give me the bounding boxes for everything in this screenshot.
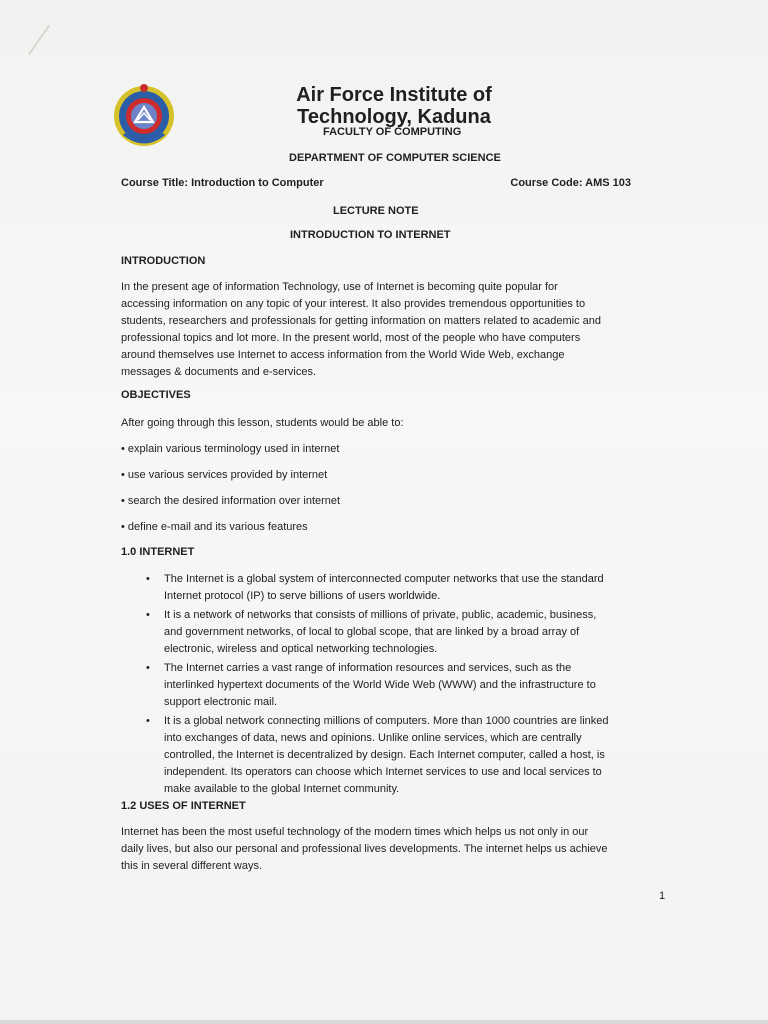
course-row xyxy=(121,177,631,189)
uses-paragraph: Internet has been the most useful technology of the modern times which helps us not only in our daily lives, but also our personal and professional lives developments. The internet helps us achieve this in several different ways. xyxy=(121,826,608,872)
internet-bullet-item xyxy=(146,713,666,798)
lecture-note-heading: LECTURE NOTE xyxy=(333,205,419,217)
page-number: 1 xyxy=(659,890,666,902)
internet-bullet-item xyxy=(146,571,666,605)
internet-bullet-text: The Internet is a global system of interconnected computer networks that use the standard Internet protocol (IP) to serve billions of users worldwide. xyxy=(164,573,604,602)
objective-item: • explain various terminology used in internet xyxy=(121,443,340,455)
course-code: Course Code: AMS 103 xyxy=(510,177,631,189)
faculty-name: FACULTY OF COMPUTING xyxy=(323,126,462,138)
bullet-icon: • xyxy=(146,573,150,585)
paper-edge-mark xyxy=(28,25,50,56)
institute-logo xyxy=(110,82,178,150)
internet-bullet-text: The Internet carries a vast range of information resources and services, such as the interlinked hypertext documents of the World Wide Web (WWW) and the infrastructure to support electronic mail. xyxy=(164,662,596,708)
bullet-icon: • xyxy=(146,662,150,674)
bullet-icon: • xyxy=(146,715,150,727)
bullet-icon: • xyxy=(146,609,150,621)
topic-heading: INTRODUCTION TO INTERNET xyxy=(290,229,451,241)
objectives-heading: OBJECTIVES xyxy=(121,389,191,401)
objective-item: • define e-mail and its various features xyxy=(121,521,308,533)
internet-bullet-text: It is a network of networks that consists of millions of private, public, academic, business, and government networks, of local to global scope, that are linked by a broad array of electronic, wireless and optical networking technologies. xyxy=(164,609,597,655)
course-title: Course Title: Introduction to Computer xyxy=(121,177,324,189)
internet-bullet-text: It is a global network connecting millions of computers. More than 1000 countries are linked into exchanges of data, news and opinions. Unlike online services, which are centrally controlled, the Internet is decentralized by design. Each Internet computer, called a host, is independent. Its operators can choose which Internet services to use and local services to make available to the global Internet community. xyxy=(164,715,609,795)
objective-item: • use various services provided by internet xyxy=(121,469,328,481)
internet-bullet-item xyxy=(146,607,666,658)
objective-item: • search the desired information over internet xyxy=(121,495,341,507)
institute-title: Air Force Institute of Technology, Kaduna xyxy=(296,84,492,128)
internet-bullet-item xyxy=(146,660,666,711)
uses-heading: 1.2 USES OF INTERNET xyxy=(121,800,246,812)
introduction-paragraph: In the present age of information Technology, use of Internet is becoming quite popular for accessing information on any topic of your interest. It also provides tremendous opportunities to students, researchers and professionals for getting information on matters related to academic and professional topics and lot more. In the present world, most of the people who have computers around themselves use Internet to access information from the World Wide Web, exchange messages & documents and e-services. xyxy=(121,281,601,378)
department-name: DEPARTMENT OF COMPUTER SCIENCE xyxy=(289,152,501,164)
objectives-list xyxy=(121,442,551,546)
introduction-heading: INTRODUCTION xyxy=(121,255,206,267)
objectives-intro: After going through this lesson, students would be able to: xyxy=(121,417,404,429)
internet-bullet-list xyxy=(146,571,666,800)
page-bottom-edge xyxy=(0,1020,768,1024)
internet-heading: 1.0 INTERNET xyxy=(121,546,195,558)
